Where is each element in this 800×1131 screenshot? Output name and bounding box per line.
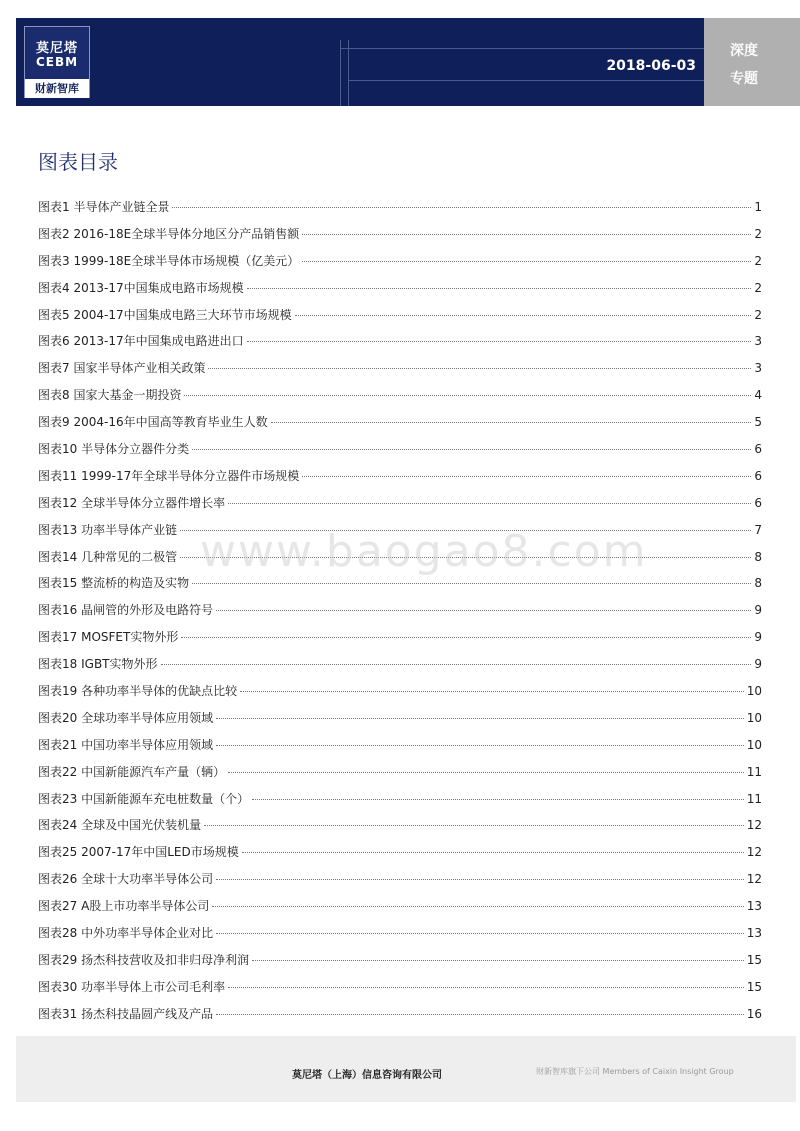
toc-item-leader <box>252 960 744 961</box>
toc-item[interactable] <box>38 440 762 467</box>
page-title: 图表目录 <box>38 150 118 174</box>
toc-item[interactable] <box>38 332 762 359</box>
page-footer <box>16 1036 796 1102</box>
toc-item[interactable] <box>38 709 762 736</box>
toc-item-page: 8 <box>754 576 762 591</box>
toc-item-page: 6 <box>754 468 762 483</box>
toc-item-page: 12 <box>746 845 762 860</box>
toc-item-title: 半导体分立器件分类 <box>81 442 190 457</box>
toc-item-page: 2 <box>754 280 762 295</box>
toc-item-title: 2004-16年中国高等教育毕业生人数 <box>73 415 268 430</box>
toc-item-leader <box>271 422 752 423</box>
toc-item[interactable] <box>38 279 762 306</box>
toc-item-page: 11 <box>746 764 762 779</box>
toc-item-title: 几种常见的二极管 <box>81 549 178 564</box>
toc-item-title: 中国功率半导体应用领域 <box>81 737 214 752</box>
report-type-tag <box>704 18 800 106</box>
report-date: 2018-06-03 <box>606 58 696 74</box>
toc-item-label: 图表27 <box>38 899 78 914</box>
toc-item-page: 3 <box>754 334 762 349</box>
toc-item-leader <box>228 772 744 773</box>
toc-item-leader <box>192 449 751 450</box>
toc-item-title: 中国新能源汽车产量（辆） <box>81 764 226 779</box>
toc-item[interactable] <box>38 978 762 1005</box>
toc-item-page: 2 <box>754 253 762 268</box>
toc-item-leader <box>216 610 751 611</box>
banner-frame-line <box>340 40 341 106</box>
toc-item-page: 12 <box>746 818 762 833</box>
toc-item-label: 图表29 <box>38 952 78 967</box>
toc-item-title: 2007-17年中国LED市场规模 <box>81 845 239 860</box>
toc-item-page: 5 <box>754 415 762 430</box>
toc-item[interactable] <box>38 574 762 601</box>
toc-item-page: 15 <box>746 979 762 994</box>
toc-item-label: 图表28 <box>38 926 78 941</box>
toc-item-page: 12 <box>746 872 762 887</box>
toc-item-title: 1999-18E全球半导体市场规模（亿美元） <box>73 253 300 268</box>
toc-item-page: 16 <box>746 1006 762 1021</box>
toc-item-leader <box>252 799 744 800</box>
toc-item-title: 整流桥的构造及实物 <box>81 576 190 591</box>
banner-frame-line <box>348 80 704 81</box>
toc-item-page: 13 <box>746 899 762 914</box>
toc-item-label: 图表20 <box>38 710 78 725</box>
toc-item-leader <box>192 583 751 584</box>
toc-item-leader <box>247 341 752 342</box>
toc-item-page: 9 <box>754 657 762 672</box>
toc-item-label: 图表1 <box>38 200 70 214</box>
toc-item-title: 功率半导体上市公司毛利率 <box>81 979 226 994</box>
toc-item-page: 9 <box>754 630 762 645</box>
toc-item-title: A股上市功率半导体公司 <box>81 899 210 914</box>
toc-item-page: 9 <box>754 603 762 618</box>
toc-item-page: 10 <box>746 710 762 725</box>
toc-item[interactable] <box>38 870 762 897</box>
toc-item-leader <box>240 691 744 692</box>
toc-item-label: 图表17 <box>38 630 78 645</box>
toc-item[interactable] <box>38 843 762 870</box>
toc-item-title: 1999-17年全球半导体分立器件市场规模 <box>81 468 300 483</box>
toc-item-label: 图表9 <box>38 415 70 430</box>
toc-item-page: 8 <box>754 549 762 564</box>
toc-item-title: 晶闸管的外形及电路符号 <box>81 603 214 618</box>
toc-item-page: 2 <box>754 226 762 241</box>
toc-item-leader <box>184 395 751 396</box>
logo-subtitle: 财新智库 <box>25 79 89 98</box>
toc-item[interactable] <box>38 198 762 225</box>
toc-item-leader <box>247 288 752 289</box>
toc-item-title: 2004-17中国集成电路三大环节市场规模 <box>73 307 292 322</box>
toc-item-title: 中外功率半导体企业对比 <box>81 926 214 941</box>
toc-item-page: 7 <box>754 522 762 537</box>
toc-item-label: 图表26 <box>38 872 78 887</box>
toc-item-label: 图表4 <box>38 280 70 295</box>
toc-item-leader <box>172 207 751 208</box>
toc-item-page: 11 <box>746 791 762 806</box>
toc-item-label: 图表30 <box>38 979 78 994</box>
toc-item-leader <box>302 476 751 477</box>
toc-item-title: 全球及中国光伏装机量 <box>81 818 202 833</box>
toc-item-page: 15 <box>746 952 762 967</box>
toc-item[interactable] <box>38 628 762 655</box>
toc-item-title: 全球半导体分立器件增长率 <box>81 495 226 510</box>
header-banner <box>16 18 704 106</box>
toc-item-title: 全球功率半导体应用领域 <box>81 710 214 725</box>
toc-item-leader <box>204 825 744 826</box>
footer-company-name: 莫尼塔（上海）信息咨询有限公司 <box>292 1070 442 1081</box>
toc-item[interactable] <box>38 790 762 817</box>
toc-item-title: 中国新能源车充电桩数量（个） <box>81 791 250 806</box>
report-type-line1: 深度 <box>730 43 758 59</box>
toc-item-page: 6 <box>754 495 762 510</box>
toc-item-title: 各种功率半导体的优缺点比较 <box>81 684 238 699</box>
toc-item-label: 图表8 <box>38 388 70 403</box>
toc-item-label: 图表24 <box>38 818 78 833</box>
toc-item-page: 2 <box>754 307 762 322</box>
logo-english-name: CEBM <box>35 55 79 69</box>
toc-item-label: 图表18 <box>38 657 78 672</box>
company-logo <box>24 26 90 98</box>
toc-item-title: 扬杰科技营收及扣非归母净利润 <box>81 952 250 967</box>
toc-item-title: 2016-18E全球半导体分地区分产品销售额 <box>73 226 300 241</box>
logo-chinese-name: 莫尼塔 <box>35 41 78 56</box>
toc-item-title: 功率半导体产业链 <box>81 522 178 537</box>
toc-item-leader <box>212 906 743 907</box>
toc-item-leader <box>208 368 751 369</box>
toc-item-leader <box>216 933 744 934</box>
toc-item-page: 10 <box>746 684 762 699</box>
toc-item[interactable] <box>38 359 762 386</box>
toc-item[interactable] <box>38 816 762 843</box>
table-of-figures <box>38 198 762 1032</box>
toc-item-label: 图表2 <box>38 226 70 241</box>
toc-item[interactable] <box>38 386 762 413</box>
toc-item[interactable] <box>38 897 762 924</box>
toc-item-leader <box>228 987 744 988</box>
toc-item-title: 扬杰科技晶圆产线及产品 <box>81 1006 214 1021</box>
toc-item[interactable] <box>38 225 762 252</box>
toc-item-label: 图表6 <box>38 334 70 349</box>
toc-item[interactable] <box>38 601 762 628</box>
watermark: www.baogao8.com <box>200 526 648 577</box>
toc-item-label: 图表25 <box>38 845 78 860</box>
toc-item[interactable] <box>38 763 762 790</box>
toc-item-label: 图表10 <box>38 442 78 457</box>
toc-item-page: 6 <box>754 442 762 457</box>
toc-item-label: 图表23 <box>38 791 78 806</box>
toc-item[interactable] <box>38 951 762 978</box>
toc-item-label: 图表31 <box>38 1006 78 1021</box>
toc-item-leader <box>161 664 752 665</box>
toc-item-leader <box>242 852 744 853</box>
toc-item-title: 半导体产业链全景 <box>73 200 170 214</box>
toc-item-page: 3 <box>754 361 762 376</box>
toc-item-leader <box>228 503 751 504</box>
toc-item[interactable] <box>38 467 762 494</box>
banner-frame-line <box>340 48 704 49</box>
toc-item-leader <box>216 745 744 746</box>
toc-item-title: IGBT实物外形 <box>81 657 158 672</box>
banner-frame-line <box>348 40 349 106</box>
toc-item-title: 2013-17年中国集成电路进出口 <box>73 334 244 349</box>
toc-item[interactable] <box>38 1005 762 1032</box>
toc-item-leader <box>216 879 744 880</box>
toc-item-label: 图表19 <box>38 684 78 699</box>
toc-item-leader <box>295 315 752 316</box>
toc-item[interactable] <box>38 924 762 951</box>
toc-item-title: 全球十大功率半导体公司 <box>81 872 214 887</box>
footer-group-name: 财新智库旗下公司 Members of Caixin Insight Group <box>536 1067 734 1076</box>
toc-item[interactable] <box>38 494 762 521</box>
toc-item[interactable] <box>38 306 762 333</box>
toc-item-label: 图表5 <box>38 307 70 322</box>
toc-item-label: 图表16 <box>38 603 78 618</box>
toc-item-title: MOSFET实物外形 <box>81 630 179 645</box>
toc-item-page: 4 <box>754 388 762 403</box>
page-header <box>16 18 800 106</box>
toc-item[interactable] <box>38 655 762 682</box>
toc-item-label: 图表3 <box>38 253 70 268</box>
toc-item-page: 13 <box>746 926 762 941</box>
toc-item[interactable] <box>38 736 762 763</box>
toc-item-leader <box>302 234 751 235</box>
toc-item-leader <box>302 261 751 262</box>
toc-item[interactable] <box>38 413 762 440</box>
toc-item-page: 10 <box>746 737 762 752</box>
toc-item-label: 图表14 <box>38 549 78 564</box>
toc-item-label: 图表15 <box>38 576 78 591</box>
toc-item-label: 图表12 <box>38 495 78 510</box>
toc-item-label: 图表13 <box>38 522 78 537</box>
toc-item[interactable] <box>38 682 762 709</box>
toc-item-leader <box>181 637 751 638</box>
toc-item-label: 图表21 <box>38 737 78 752</box>
toc-item-label: 图表7 <box>38 361 70 376</box>
toc-item-leader <box>216 1014 744 1015</box>
toc-item-title: 国家大基金一期投资 <box>73 388 182 403</box>
toc-item-label: 图表11 <box>38 468 78 483</box>
toc-item[interactable] <box>38 252 762 279</box>
toc-item-page: 1 <box>754 200 762 214</box>
toc-item-title: 2013-17中国集成电路市场规模 <box>73 280 244 295</box>
toc-item-title: 国家半导体产业相关政策 <box>73 361 206 376</box>
toc-item-label: 图表22 <box>38 764 78 779</box>
report-type-line2: 专题 <box>730 71 758 87</box>
toc-item-leader <box>216 718 744 719</box>
